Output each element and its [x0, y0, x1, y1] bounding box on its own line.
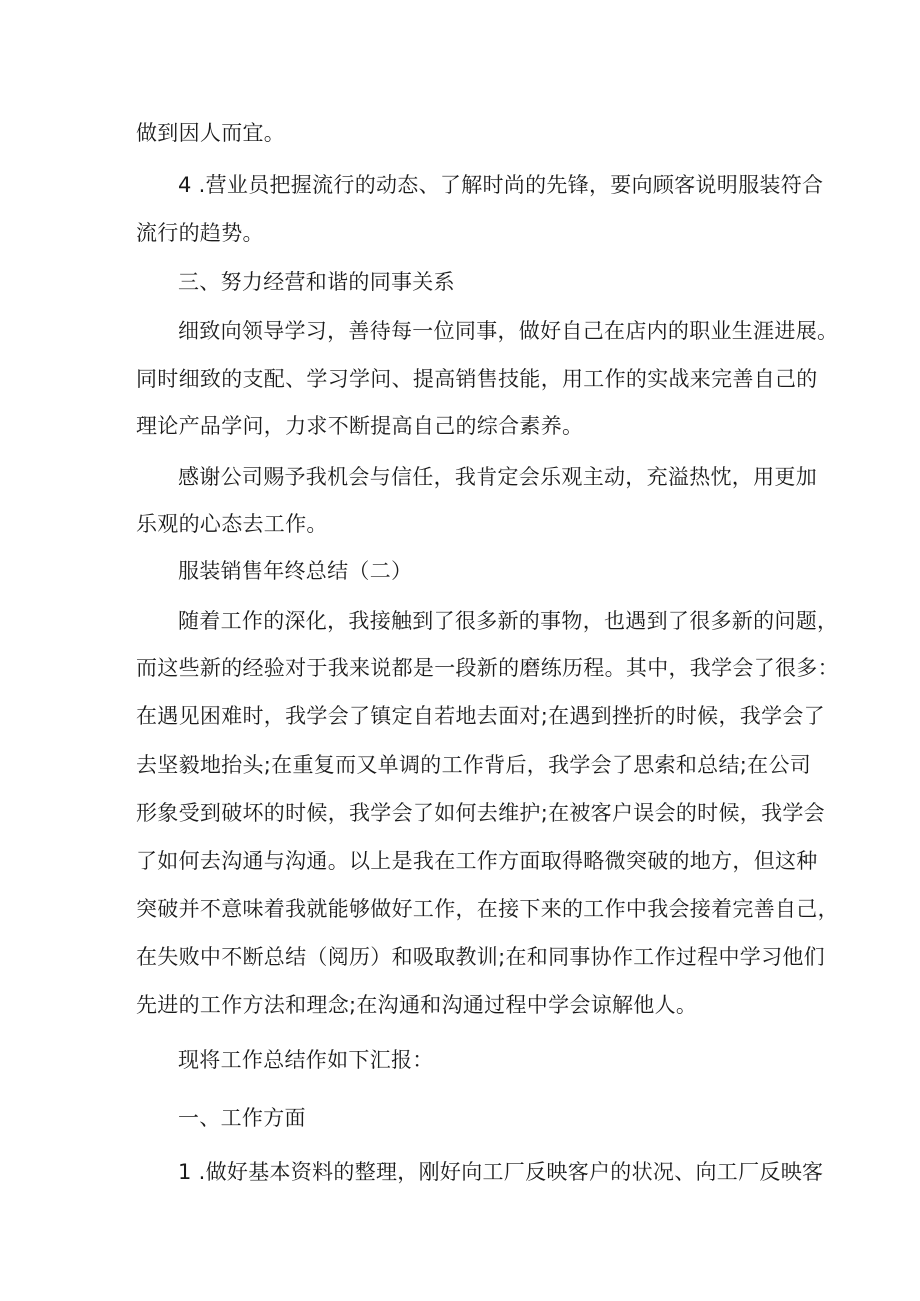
paragraph-line: 先进的工作方法和理念;在沟通和沟通过程中学会谅解他人。 [136, 993, 698, 1017]
paragraph-line: 感谢公司赐予我机会与信任，我肯定会乐观主动，充溢热忱，用更加 [178, 465, 817, 489]
paragraph-line: 乐观的心态去工作。 [136, 512, 328, 536]
section-heading: 一、工作方面 [178, 1106, 306, 1130]
paragraph-line: 理论产品学问，力求不断提高自己的综合素养。 [136, 414, 584, 438]
list-item-text: 1 .做好基本资料的整理，刚好向工厂反映客户的状况、向工厂反映客 [178, 1160, 824, 1184]
paragraph-line: 而这些新的经验对于我来说都是一段新的磨练历程。其中，我学会了很多： [136, 656, 839, 680]
paragraph-line: 突破并不意味着我就能够做好工作，在接下来的工作中我会接着完善自己， [136, 897, 839, 921]
section-heading: 三、努力经营和谐的同事关系 [178, 270, 455, 294]
paragraph-line: 现将工作总结作如下汇报： [178, 1048, 434, 1072]
paragraph-line: 形象受到破坏的时候，我学会了如何去维护;在被客户误会的时候，我学会 [136, 801, 825, 825]
paragraph-line: 同时细致的支配、学习学问、提高销售技能，用工作的实战来完善自己的 [136, 367, 818, 391]
paragraph-line: 细致向领导学习，善待每一位同事，做好自己在店内的职业生涯进展。 [178, 319, 839, 343]
text-line: 流行的趋势。 [136, 221, 264, 245]
paragraph-line: 随着工作的深化，我接触到了很多新的事物，也遇到了很多新的问题， [178, 609, 839, 633]
paragraph-line: 去坚毅地抬头;在重复而又单调的工作背后，我学会了思索和总结;在公司 [136, 753, 812, 777]
document-title: 服装销售年终总结（二） [178, 559, 413, 583]
paragraph-line: 在遇见困难时，我学会了镇定自若地去面对;在遇到挫折的时候，我学会了 [136, 704, 825, 728]
paragraph-line: 了如何去沟通与沟通。以上是我在工作方面取得略微突破的地方，但这种 [136, 849, 818, 873]
paragraph-line: 在失败中不断总结（阅历）和吸取教训;在和同事协作工作过程中学习他们 [136, 945, 825, 969]
list-item-text: 4 .营业员把握流行的动态、了解时尚的先锋，要向顾客说明服装符合 [178, 173, 824, 197]
text-line: 做到因人而宜。 [136, 121, 286, 145]
